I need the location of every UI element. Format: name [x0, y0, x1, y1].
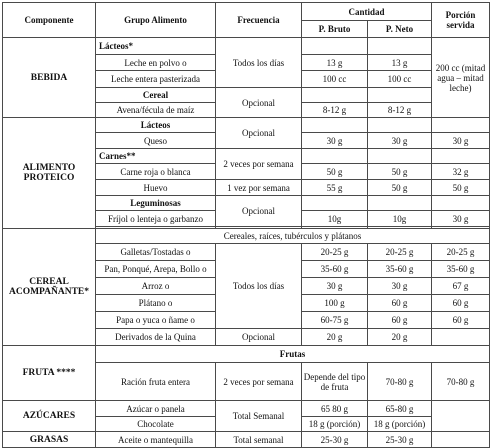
- bruto-cell: 8-12 g: [302, 103, 368, 118]
- table-row: [3, 118, 490, 133]
- empty-cell: [432, 329, 490, 346]
- empty-cell: [368, 38, 432, 55]
- empty-cell: [302, 118, 368, 133]
- header-p-bruto: P. Bruto: [302, 21, 368, 38]
- neto-cell: 10g: [368, 211, 432, 227]
- header-porcion: Porción servida: [432, 3, 490, 38]
- item-cell: Azúcar o panela: [96, 401, 216, 417]
- fruta-banner: Frutas: [96, 346, 490, 363]
- porcion-cell: 60 g: [432, 295, 490, 312]
- neto-cell: 20 g: [368, 329, 432, 346]
- neto-cell: 50 g: [368, 164, 432, 180]
- header-row: [3, 3, 490, 21]
- neto-cell: 30 g: [368, 133, 432, 149]
- item-cell: Huevo: [96, 180, 216, 196]
- component-grasas: GRASAS: [3, 432, 96, 448]
- empty-cell: [368, 88, 432, 103]
- item-cell: Queso: [96, 133, 216, 149]
- group-leguminosas: Leguminosas: [96, 196, 216, 211]
- bruto-cell: 50 g: [302, 164, 368, 180]
- item-cell: Ración fruta entera: [96, 363, 216, 401]
- porcion-cell: 60 g: [432, 312, 490, 329]
- item-cell: Pan, Ponqué, Arepa, Bollo o: [96, 261, 216, 278]
- item-cell: Chocolate: [96, 417, 216, 432]
- table-row: [3, 432, 490, 448]
- bruto-cell: 35-60 g: [302, 261, 368, 278]
- header-cantidad: Cantidad: [302, 3, 432, 21]
- porcion-cell: 30 g: [432, 211, 490, 227]
- neto-cell: 65-80 g: [368, 401, 432, 417]
- neto-cell: 60 g: [368, 312, 432, 329]
- component-bebida: BEBIDA: [3, 38, 96, 118]
- empty-cell: [368, 118, 432, 133]
- porcion-cell: 35-60 g: [432, 261, 490, 278]
- header-frecuencia: Frecuencia: [216, 3, 302, 38]
- porcion-cell: 67 g: [432, 278, 490, 295]
- bruto-cell: 30 g: [302, 133, 368, 149]
- empty-cell: [432, 118, 490, 133]
- group-lacteos: Lácteos*: [96, 38, 216, 55]
- neto-cell: 20-25 g: [368, 244, 432, 261]
- bruto-cell: 20-25 g: [302, 244, 368, 261]
- component-azucares: AZÚCARES: [3, 401, 96, 432]
- porcion-cell: 20-25 g: [432, 244, 490, 261]
- group-carnes: Carnes**: [96, 149, 216, 164]
- freq-cell: Total Semanal: [216, 401, 302, 432]
- item-cell: Arroz o: [96, 278, 216, 295]
- menu-table: [2, 2, 490, 448]
- table-row: [3, 38, 490, 55]
- component-cereal: CEREAL ACOMPAÑANTE*: [3, 229, 96, 346]
- item-cell: Aceite o mantequilla: [96, 432, 216, 448]
- table-row: [3, 401, 490, 417]
- empty-cell: [302, 149, 368, 164]
- empty-cell: [368, 149, 432, 164]
- neto-cell: 30 g: [368, 278, 432, 295]
- freq-cell: Opcional: [216, 329, 302, 346]
- header-grupo: Grupo Alimento: [96, 3, 216, 38]
- neto-cell: 25-30 g: [368, 432, 432, 448]
- neto-cell: 70-80 g: [368, 363, 432, 401]
- neto-cell: 60 g: [368, 295, 432, 312]
- item-cell: Derivados de la Quina: [96, 329, 216, 346]
- bruto-cell: 100 g: [302, 295, 368, 312]
- neto-cell: 8-12 g: [368, 103, 432, 118]
- bruto-cell: 10g: [302, 211, 368, 227]
- item-cell: Avena/fécula de maíz: [96, 103, 216, 118]
- porcion-cell: 32 g: [432, 164, 490, 180]
- neto-cell: 50 g: [368, 180, 432, 196]
- porcion-cell: 30 g: [432, 133, 490, 149]
- empty-cell: [432, 401, 490, 432]
- group-cereal: Cereal: [96, 88, 216, 103]
- item-cell: Plátano o: [96, 295, 216, 312]
- freq-cell: Total semanal: [216, 432, 302, 448]
- neto-cell: 100 cc: [368, 71, 432, 88]
- neto-cell: 13 g: [368, 55, 432, 71]
- empty-cell: [368, 196, 432, 211]
- empty-cell: [432, 196, 490, 211]
- component-fruta: FRUTA ****: [3, 346, 96, 401]
- freq-cell: Opcional: [216, 118, 302, 149]
- group-lacteos: Lácteos: [96, 118, 216, 133]
- porcion-cell: 70-80 g: [432, 363, 490, 401]
- bruto-cell: 13 g: [302, 55, 368, 71]
- item-cell: Leche en polvo o: [96, 55, 216, 71]
- bruto-cell: 20 g: [302, 329, 368, 346]
- item-cell: Fríjol o lenteja o garbanzo: [96, 211, 216, 227]
- item-cell: Galletas/Tostadas o: [96, 244, 216, 261]
- bruto-cell: 25-30 g: [302, 432, 368, 448]
- table-row: [3, 346, 490, 363]
- freq-cell: Todos los días: [216, 38, 302, 88]
- freq-cell: 1 vez por semana: [216, 180, 302, 196]
- item-cell: Leche entera pasterizada: [96, 71, 216, 88]
- empty-cell: [302, 196, 368, 211]
- bruto-cell: 100 cc: [302, 71, 368, 88]
- freq-cell: Opcional: [216, 196, 302, 227]
- empty-cell: [432, 149, 490, 164]
- item-cell: Carne roja o blanca: [96, 164, 216, 180]
- cereal-banner: Cereales, raíces, tubérculos y plátanos: [96, 229, 490, 244]
- bruto-cell: 30 g: [302, 278, 368, 295]
- bruto-cell: 65 80 g: [302, 401, 368, 417]
- header-componente: Componente: [3, 3, 96, 38]
- bruto-cell: 18 g (porción): [302, 417, 368, 432]
- empty-cell: [432, 432, 490, 448]
- porcion-cell: 200 cc (mitad agua – mitad leche): [432, 38, 490, 118]
- freq-cell: 2 veces por semana: [216, 149, 302, 180]
- neto-cell: 35-60 g: [368, 261, 432, 278]
- freq-cell: Todos los días: [216, 244, 302, 329]
- freq-cell: 2 veces por semana: [216, 363, 302, 401]
- freq-cell: Opcional: [216, 88, 302, 118]
- bruto-cell: 60-75 g: [302, 312, 368, 329]
- neto-cell: 18 g (porción): [368, 417, 432, 432]
- empty-cell: [302, 88, 368, 103]
- component-proteico: ALIMENTO PROTEICO: [3, 118, 96, 229]
- bruto-cell: 55 g: [302, 180, 368, 196]
- empty-cell: [302, 38, 368, 55]
- bruto-cell: Depende del tipo de fruta: [302, 363, 368, 401]
- header-p-neto: P. Neto: [368, 21, 432, 38]
- porcion-cell: 50 g: [432, 180, 490, 196]
- item-cell: Papa o yuca o ñame o: [96, 312, 216, 329]
- table-row: [3, 229, 490, 244]
